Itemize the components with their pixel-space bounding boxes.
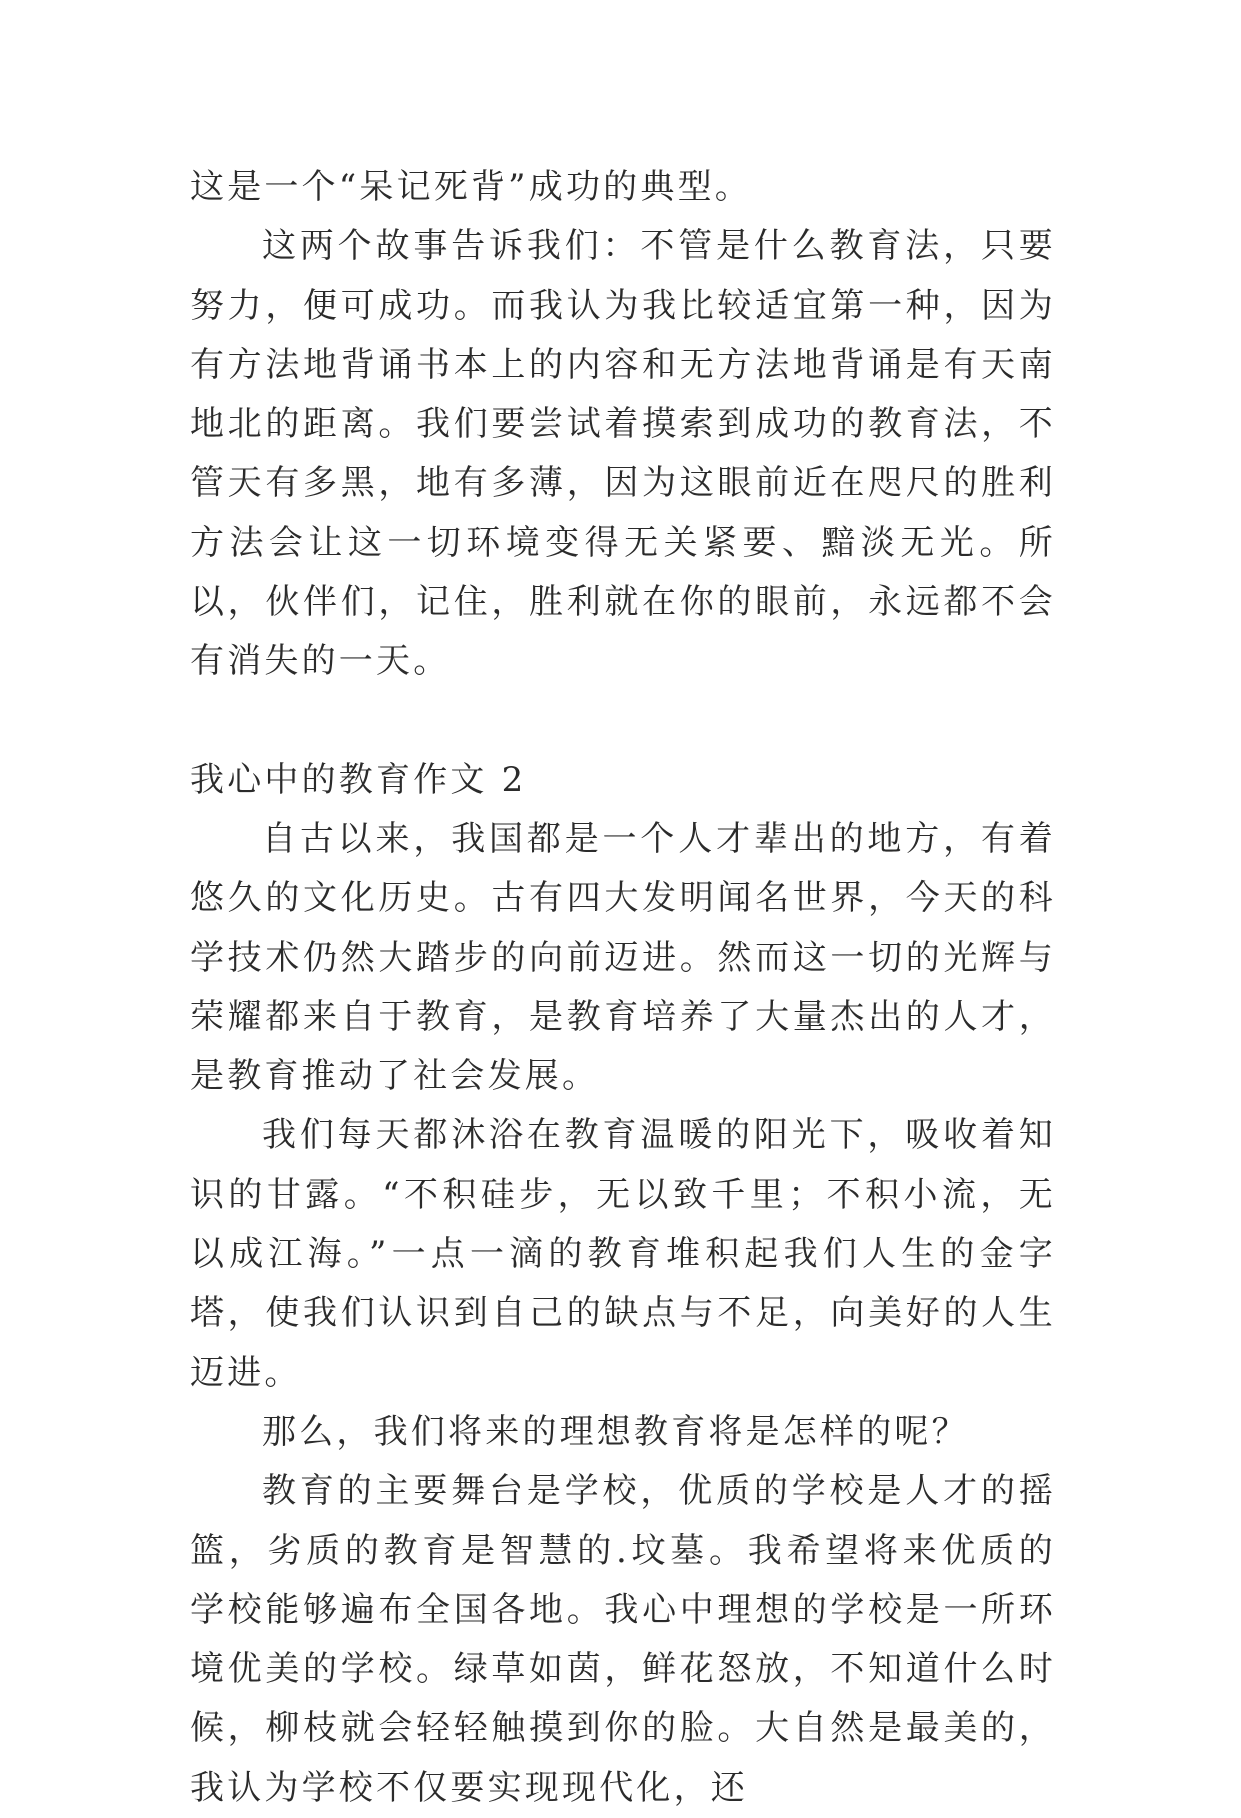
paragraph-continuation: 这是一个“呆记死背”成功的典型。: [190, 167, 752, 207]
paragraph: 自古以来，我国都是一个人才辈出的地方，有着悠久的文化历史。古有四大发明闻名世界，今天的科学技术仍然大踏步的向前迈进。然而这一切的光辉与荣耀都来自于教育，是教育培养了大量杰出的人才，是教育推动了社会发展。: [190, 818, 1056, 1097]
paragraph: 教育的主要舞台是学校，优质的学校是人才的摇篮，劣质的教育是智慧的.坟墓。我希望将来优质的学校能够遍布全国各地。我心中理想的学校是一所环境优美的学校。绿草如茵，鲜花怒放，不知道什么时候，柳枝就会轻轻触摸到你的脸。大自然是最美的，我认为学校不仅要实现现代化，还: [190, 1471, 1056, 1808]
document-body: [190, 158, 1056, 1818]
essay-title: 我心中的教育作文 2: [190, 759, 527, 800]
paragraph: 那么，我们将来的理想教育将是怎样的呢？: [262, 1411, 969, 1452]
paragraph: 这两个故事告诉我们：不管是什么教育法，只要努力，便可成功。而我认为我比较适宜第一种，因为有方法地背诵书本上的内容和无方法地背诵是有天南地北的距离。我们要尝试着摸索到成功的教育法，不管天有多黑，地有多薄，因为这眼前近在咫尺的胜利方法会让这一切环境变得无关紧要、黯淡无光。所以，伙伴们，记住，胜利就在你的眼前，永远都不会有消失的一天。: [190, 226, 1056, 682]
paragraph: 我们每天都沐浴在教育温暖的阳光下，吸收着知识的甘露。“不积硅步，无以致千里；不积小流，无以成江海。”一点一滴的教育堆积起我们人生的金字塔，使我们认识到自己的缺点与不足，向美好的人生迈进。: [190, 1115, 1056, 1393]
